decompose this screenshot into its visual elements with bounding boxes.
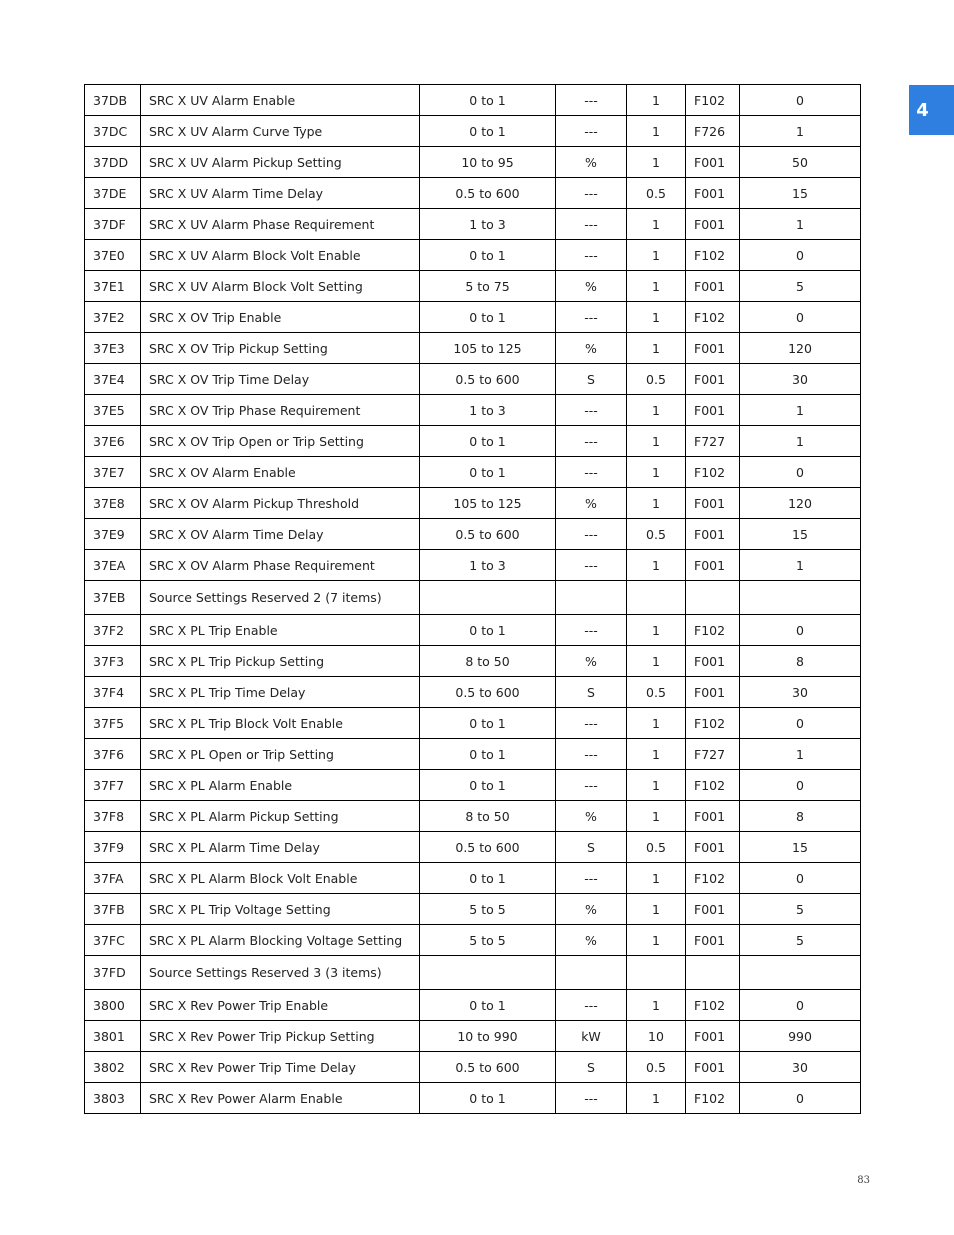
table-row bbox=[85, 801, 861, 832]
cell-step: 1 bbox=[627, 1083, 686, 1114]
cell-step: 10 bbox=[627, 1021, 686, 1052]
cell-address: 37DC bbox=[85, 116, 141, 147]
cell-units: --- bbox=[556, 739, 627, 770]
cell-description: SRC X PL Alarm Pickup Setting bbox=[141, 801, 420, 832]
cell-step: 0.5 bbox=[627, 1052, 686, 1083]
cell-step: 0.5 bbox=[627, 364, 686, 395]
table-row bbox=[85, 426, 861, 457]
cell-description: SRC X UV Alarm Phase Requirement bbox=[141, 209, 420, 240]
cell-step: 1 bbox=[627, 116, 686, 147]
cell-units: --- bbox=[556, 1083, 627, 1114]
cell-default: 8 bbox=[740, 646, 861, 677]
cell-default: 50 bbox=[740, 147, 861, 178]
cell-address: 37E5 bbox=[85, 395, 141, 426]
cell-units: --- bbox=[556, 116, 627, 147]
table-row bbox=[85, 677, 861, 708]
table-row bbox=[85, 116, 861, 147]
cell-default: 30 bbox=[740, 1052, 861, 1083]
cell-description: SRC X PL Open or Trip Setting bbox=[141, 739, 420, 770]
cell-units bbox=[556, 581, 627, 615]
cell-description: SRC X UV Alarm Enable bbox=[141, 85, 420, 116]
cell-step: 1 bbox=[627, 708, 686, 739]
cell-description: SRC X OV Trip Open or Trip Setting bbox=[141, 426, 420, 457]
cell-range: 0.5 to 600 bbox=[420, 1052, 556, 1083]
cell-step: 0.5 bbox=[627, 677, 686, 708]
cell-units: --- bbox=[556, 85, 627, 116]
cell-range: 0 to 1 bbox=[420, 770, 556, 801]
cell-range: 0 to 1 bbox=[420, 739, 556, 770]
cell-default: 0 bbox=[740, 85, 861, 116]
cell-units: --- bbox=[556, 770, 627, 801]
cell-format: F001 bbox=[686, 801, 740, 832]
cell-description: SRC X Rev Power Trip Time Delay bbox=[141, 1052, 420, 1083]
register-table bbox=[84, 84, 861, 1114]
cell-units: S bbox=[556, 1052, 627, 1083]
cell-units: --- bbox=[556, 209, 627, 240]
cell-description: Source Settings Reserved 3 (3 items) bbox=[141, 956, 420, 990]
cell-address: 37FA bbox=[85, 863, 141, 894]
cell-format: F001 bbox=[686, 209, 740, 240]
cell-address: 37E1 bbox=[85, 271, 141, 302]
table-row bbox=[85, 333, 861, 364]
cell-description: Source Settings Reserved 2 (7 items) bbox=[141, 581, 420, 615]
cell-address: 3801 bbox=[85, 1021, 141, 1052]
cell-units: S bbox=[556, 832, 627, 863]
cell-units: % bbox=[556, 271, 627, 302]
cell-range: 0.5 to 600 bbox=[420, 178, 556, 209]
cell-default: 8 bbox=[740, 801, 861, 832]
cell-units: S bbox=[556, 677, 627, 708]
cell-address: 37E8 bbox=[85, 488, 141, 519]
cell-address: 37EA bbox=[85, 550, 141, 581]
cell-units: --- bbox=[556, 395, 627, 426]
cell-address: 37E9 bbox=[85, 519, 141, 550]
table-row bbox=[85, 271, 861, 302]
cell-step: 1 bbox=[627, 271, 686, 302]
cell-range: 0 to 1 bbox=[420, 708, 556, 739]
cell-step: 1 bbox=[627, 894, 686, 925]
table-row bbox=[85, 894, 861, 925]
cell-description: SRC X PL Alarm Block Volt Enable bbox=[141, 863, 420, 894]
cell-address: 37F5 bbox=[85, 708, 141, 739]
cell-format: F001 bbox=[686, 646, 740, 677]
cell-units: --- bbox=[556, 863, 627, 894]
cell-default: 0 bbox=[740, 770, 861, 801]
chapter-tab: 4 bbox=[909, 85, 954, 135]
cell-default: 30 bbox=[740, 677, 861, 708]
cell-step: 1 bbox=[627, 739, 686, 770]
cell-step: 0.5 bbox=[627, 178, 686, 209]
cell-address: 37F7 bbox=[85, 770, 141, 801]
cell-step bbox=[627, 956, 686, 990]
cell-address: 37E4 bbox=[85, 364, 141, 395]
cell-step: 1 bbox=[627, 147, 686, 178]
cell-description: SRC X OV Alarm Time Delay bbox=[141, 519, 420, 550]
cell-range: 5 to 75 bbox=[420, 271, 556, 302]
cell-default: 1 bbox=[740, 550, 861, 581]
cell-range: 10 to 95 bbox=[420, 147, 556, 178]
cell-default: 15 bbox=[740, 519, 861, 550]
cell-step: 1 bbox=[627, 395, 686, 426]
cell-description: SRC X UV Alarm Pickup Setting bbox=[141, 147, 420, 178]
cell-default bbox=[740, 581, 861, 615]
cell-format: F001 bbox=[686, 178, 740, 209]
cell-units: --- bbox=[556, 240, 627, 271]
table-row bbox=[85, 770, 861, 801]
cell-range: 105 to 125 bbox=[420, 488, 556, 519]
cell-address: 37EB bbox=[85, 581, 141, 615]
cell-step: 1 bbox=[627, 302, 686, 333]
cell-description: SRC X OV Trip Pickup Setting bbox=[141, 333, 420, 364]
cell-units: % bbox=[556, 333, 627, 364]
table-row bbox=[85, 488, 861, 519]
cell-description: SRC X PL Trip Block Volt Enable bbox=[141, 708, 420, 739]
cell-units: % bbox=[556, 894, 627, 925]
cell-step: 1 bbox=[627, 801, 686, 832]
cell-units: kW bbox=[556, 1021, 627, 1052]
table-row bbox=[85, 302, 861, 333]
cell-address: 37F6 bbox=[85, 739, 141, 770]
cell-format bbox=[686, 956, 740, 990]
cell-range: 0 to 1 bbox=[420, 426, 556, 457]
cell-range: 0 to 1 bbox=[420, 615, 556, 646]
cell-address: 37F4 bbox=[85, 677, 141, 708]
cell-description: SRC X PL Trip Voltage Setting bbox=[141, 894, 420, 925]
cell-format: F102 bbox=[686, 863, 740, 894]
cell-description: SRC X Rev Power Alarm Enable bbox=[141, 1083, 420, 1114]
cell-default: 1 bbox=[740, 209, 861, 240]
cell-step: 1 bbox=[627, 550, 686, 581]
cell-units: --- bbox=[556, 302, 627, 333]
cell-units: --- bbox=[556, 990, 627, 1021]
cell-default: 1 bbox=[740, 395, 861, 426]
cell-description: SRC X UV Alarm Block Volt Setting bbox=[141, 271, 420, 302]
table-row bbox=[85, 395, 861, 426]
cell-step: 1 bbox=[627, 925, 686, 956]
table-row bbox=[85, 178, 861, 209]
cell-format: F001 bbox=[686, 147, 740, 178]
cell-format: F726 bbox=[686, 116, 740, 147]
cell-units: --- bbox=[556, 519, 627, 550]
cell-format: F001 bbox=[686, 832, 740, 863]
cell-description: SRC X PL Alarm Enable bbox=[141, 770, 420, 801]
cell-range: 0 to 1 bbox=[420, 457, 556, 488]
cell-description: SRC X PL Trip Pickup Setting bbox=[141, 646, 420, 677]
cell-description: SRC X PL Alarm Blocking Voltage Setting bbox=[141, 925, 420, 956]
cell-step: 1 bbox=[627, 863, 686, 894]
cell-step: 1 bbox=[627, 426, 686, 457]
cell-default: 0 bbox=[740, 1083, 861, 1114]
cell-range: 0.5 to 600 bbox=[420, 677, 556, 708]
cell-range: 10 to 990 bbox=[420, 1021, 556, 1052]
cell-step: 1 bbox=[627, 457, 686, 488]
cell-format: F001 bbox=[686, 395, 740, 426]
cell-description: SRC X OV Alarm Enable bbox=[141, 457, 420, 488]
cell-address: 37E0 bbox=[85, 240, 141, 271]
cell-range: 0 to 1 bbox=[420, 1083, 556, 1114]
cell-step bbox=[627, 581, 686, 615]
cell-address: 37E6 bbox=[85, 426, 141, 457]
cell-description: SRC X OV Trip Phase Requirement bbox=[141, 395, 420, 426]
cell-address: 37F8 bbox=[85, 801, 141, 832]
table-row bbox=[85, 1052, 861, 1083]
cell-format: F727 bbox=[686, 426, 740, 457]
cell-description: SRC X OV Trip Enable bbox=[141, 302, 420, 333]
cell-units: % bbox=[556, 925, 627, 956]
cell-range: 0 to 1 bbox=[420, 240, 556, 271]
table-row bbox=[85, 364, 861, 395]
cell-default: 0 bbox=[740, 457, 861, 488]
table-row bbox=[85, 956, 861, 990]
cell-address: 37DF bbox=[85, 209, 141, 240]
cell-units: --- bbox=[556, 615, 627, 646]
cell-default: 1 bbox=[740, 116, 861, 147]
cell-units bbox=[556, 956, 627, 990]
cell-step: 1 bbox=[627, 615, 686, 646]
cell-range: 0.5 to 600 bbox=[420, 519, 556, 550]
cell-step: 0.5 bbox=[627, 519, 686, 550]
table-row bbox=[85, 209, 861, 240]
cell-default: 15 bbox=[740, 832, 861, 863]
cell-range: 1 to 3 bbox=[420, 395, 556, 426]
cell-default: 5 bbox=[740, 271, 861, 302]
cell-format: F001 bbox=[686, 333, 740, 364]
cell-format: F102 bbox=[686, 85, 740, 116]
cell-step: 1 bbox=[627, 333, 686, 364]
cell-units: --- bbox=[556, 550, 627, 581]
cell-address: 37E7 bbox=[85, 457, 141, 488]
cell-format: F102 bbox=[686, 615, 740, 646]
cell-address: 37F2 bbox=[85, 615, 141, 646]
cell-description: SRC X PL Trip Time Delay bbox=[141, 677, 420, 708]
cell-units: --- bbox=[556, 708, 627, 739]
cell-range: 5 to 5 bbox=[420, 925, 556, 956]
cell-range: 8 to 50 bbox=[420, 801, 556, 832]
cell-address: 3800 bbox=[85, 990, 141, 1021]
cell-description: SRC X PL Trip Enable bbox=[141, 615, 420, 646]
cell-format: F102 bbox=[686, 457, 740, 488]
cell-range: 1 to 3 bbox=[420, 209, 556, 240]
cell-address: 37FB bbox=[85, 894, 141, 925]
cell-description: SRC X PL Alarm Time Delay bbox=[141, 832, 420, 863]
cell-default: 1 bbox=[740, 426, 861, 457]
cell-format: F102 bbox=[686, 990, 740, 1021]
table-row bbox=[85, 615, 861, 646]
cell-default: 0 bbox=[740, 240, 861, 271]
cell-range: 0 to 1 bbox=[420, 302, 556, 333]
cell-format: F001 bbox=[686, 894, 740, 925]
cell-default: 0 bbox=[740, 708, 861, 739]
cell-step: 1 bbox=[627, 85, 686, 116]
table-row bbox=[85, 925, 861, 956]
table-row bbox=[85, 519, 861, 550]
cell-format bbox=[686, 581, 740, 615]
cell-description: SRC X OV Trip Time Delay bbox=[141, 364, 420, 395]
cell-format: F102 bbox=[686, 240, 740, 271]
cell-step: 1 bbox=[627, 240, 686, 271]
cell-address: 37FD bbox=[85, 956, 141, 990]
table-row bbox=[85, 240, 861, 271]
cell-format: F001 bbox=[686, 364, 740, 395]
cell-range: 0.5 to 600 bbox=[420, 832, 556, 863]
cell-range: 1 to 3 bbox=[420, 550, 556, 581]
cell-address: 37E2 bbox=[85, 302, 141, 333]
cell-format: F102 bbox=[686, 770, 740, 801]
cell-units: S bbox=[556, 364, 627, 395]
cell-default: 0 bbox=[740, 863, 861, 894]
table-row bbox=[85, 550, 861, 581]
table-body bbox=[85, 85, 861, 1114]
cell-units: --- bbox=[556, 178, 627, 209]
cell-format: F102 bbox=[686, 708, 740, 739]
cell-default bbox=[740, 956, 861, 990]
cell-range: 0 to 1 bbox=[420, 990, 556, 1021]
cell-address: 37DB bbox=[85, 85, 141, 116]
cell-description: SRC X UV Alarm Block Volt Enable bbox=[141, 240, 420, 271]
table-row bbox=[85, 708, 861, 739]
cell-step: 1 bbox=[627, 990, 686, 1021]
cell-default: 0 bbox=[740, 615, 861, 646]
page-number: 83 bbox=[857, 1175, 870, 1186]
cell-range: 0.5 to 600 bbox=[420, 364, 556, 395]
cell-default: 15 bbox=[740, 178, 861, 209]
table-row bbox=[85, 832, 861, 863]
cell-units: % bbox=[556, 488, 627, 519]
table-row bbox=[85, 457, 861, 488]
table-row bbox=[85, 147, 861, 178]
cell-default: 30 bbox=[740, 364, 861, 395]
cell-units: --- bbox=[556, 426, 627, 457]
table-row bbox=[85, 646, 861, 677]
cell-address: 3803 bbox=[85, 1083, 141, 1114]
cell-description: SRC X UV Alarm Curve Type bbox=[141, 116, 420, 147]
cell-description: SRC X Rev Power Trip Pickup Setting bbox=[141, 1021, 420, 1052]
table-row bbox=[85, 1083, 861, 1114]
cell-address: 37DE bbox=[85, 178, 141, 209]
cell-description: SRC X OV Alarm Phase Requirement bbox=[141, 550, 420, 581]
cell-description: SRC X OV Alarm Pickup Threshold bbox=[141, 488, 420, 519]
cell-step: 0.5 bbox=[627, 832, 686, 863]
cell-format: F102 bbox=[686, 1083, 740, 1114]
cell-default: 5 bbox=[740, 894, 861, 925]
table-row bbox=[85, 85, 861, 116]
cell-address: 3802 bbox=[85, 1052, 141, 1083]
cell-format: F001 bbox=[686, 488, 740, 519]
cell-range: 105 to 125 bbox=[420, 333, 556, 364]
cell-range bbox=[420, 581, 556, 615]
cell-units: % bbox=[556, 646, 627, 677]
table-row bbox=[85, 1021, 861, 1052]
cell-default: 1 bbox=[740, 739, 861, 770]
cell-step: 1 bbox=[627, 770, 686, 801]
cell-format: F001 bbox=[686, 925, 740, 956]
cell-format: F001 bbox=[686, 519, 740, 550]
cell-step: 1 bbox=[627, 646, 686, 677]
table-row bbox=[85, 739, 861, 770]
cell-step: 1 bbox=[627, 209, 686, 240]
cell-default: 120 bbox=[740, 488, 861, 519]
cell-default: 5 bbox=[740, 925, 861, 956]
cell-default: 120 bbox=[740, 333, 861, 364]
cell-address: 37FC bbox=[85, 925, 141, 956]
cell-address: 37E3 bbox=[85, 333, 141, 364]
cell-default: 990 bbox=[740, 1021, 861, 1052]
cell-format: F727 bbox=[686, 739, 740, 770]
cell-default: 0 bbox=[740, 990, 861, 1021]
cell-range: 0 to 1 bbox=[420, 863, 556, 894]
cell-address: 37DD bbox=[85, 147, 141, 178]
cell-default: 0 bbox=[740, 302, 861, 333]
cell-description: SRC X Rev Power Trip Enable bbox=[141, 990, 420, 1021]
cell-format: F001 bbox=[686, 1021, 740, 1052]
cell-format: F001 bbox=[686, 677, 740, 708]
table-row bbox=[85, 581, 861, 615]
cell-format: F001 bbox=[686, 1052, 740, 1083]
cell-range: 5 to 5 bbox=[420, 894, 556, 925]
cell-range: 0 to 1 bbox=[420, 116, 556, 147]
cell-address: 37F3 bbox=[85, 646, 141, 677]
cell-units: --- bbox=[556, 457, 627, 488]
cell-description: SRC X UV Alarm Time Delay bbox=[141, 178, 420, 209]
cell-format: F001 bbox=[686, 271, 740, 302]
cell-units: % bbox=[556, 801, 627, 832]
cell-format: F001 bbox=[686, 550, 740, 581]
table-row bbox=[85, 863, 861, 894]
table-row bbox=[85, 990, 861, 1021]
cell-units: % bbox=[556, 147, 627, 178]
cell-step: 1 bbox=[627, 488, 686, 519]
cell-address: 37F9 bbox=[85, 832, 141, 863]
cell-range bbox=[420, 956, 556, 990]
cell-range: 0 to 1 bbox=[420, 85, 556, 116]
cell-format: F102 bbox=[686, 302, 740, 333]
cell-range: 8 to 50 bbox=[420, 646, 556, 677]
